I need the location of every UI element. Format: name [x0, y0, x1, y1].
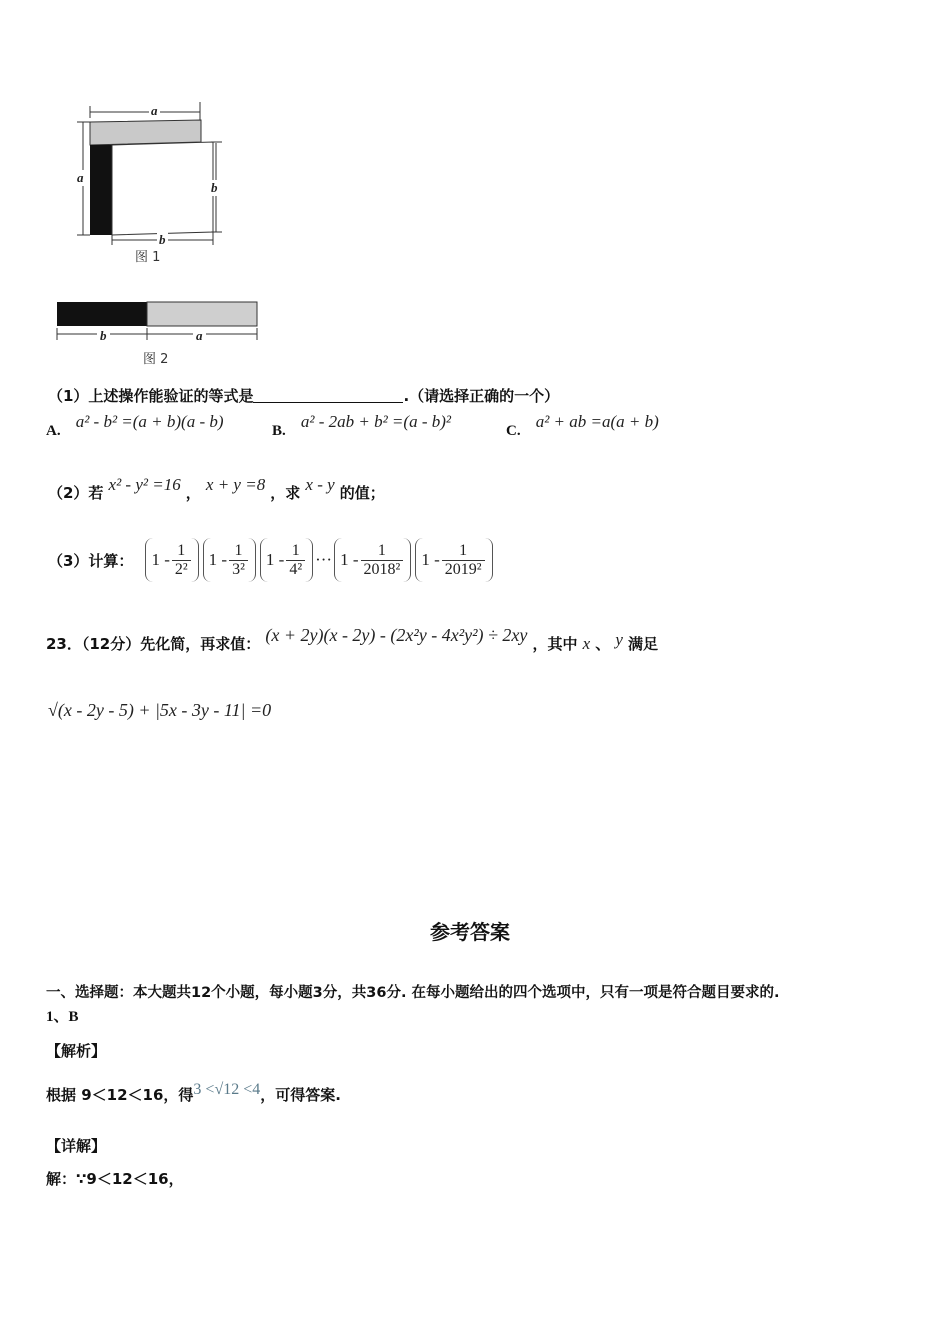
term-one: 1 - — [208, 550, 228, 569]
question-23-prefix: 23．（12分）先化简，再求值： — [46, 635, 261, 653]
fraction — [229, 542, 248, 579]
figure-1-label-bottom: b — [159, 232, 166, 247]
numerator: 1 — [234, 541, 243, 559]
question-2 — [48, 475, 385, 503]
option-c[interactable] — [506, 412, 659, 440]
numerator: 1 — [177, 541, 186, 559]
option-a-letter: A. — [46, 423, 61, 439]
figure-1-label-top: a — [151, 103, 158, 118]
denominator: 2² — [172, 560, 191, 579]
term-one: 1 - — [421, 550, 440, 569]
question-2-expr1: x² - y² =16 — [108, 475, 181, 494]
ellipsis: ··· — [315, 550, 333, 569]
numerator: 1 — [377, 541, 386, 559]
term-one: 1 - — [340, 550, 359, 569]
analysis-text — [46, 1081, 341, 1105]
term-one: 1 - — [151, 550, 170, 569]
figure-2-label-right: a — [193, 328, 206, 344]
figure-1-caption: 图 1 — [135, 250, 161, 265]
product-term — [260, 538, 313, 582]
analysis-math: 3 <√12 <4 — [193, 1081, 261, 1098]
question-3 — [48, 538, 495, 582]
question-2-suffix: 的值； — [339, 484, 385, 502]
figure-2-caption: 图 2 — [143, 352, 169, 367]
option-c-expr: a² + ab =a(a + b) — [535, 412, 659, 431]
denominator: 2019² — [442, 560, 485, 579]
question-23-expr: (x + 2y)(x - 2y) - (2x²y - 4x²y²) ÷ 2xy — [265, 625, 528, 645]
answer-item-1: 1、B — [46, 1009, 79, 1025]
figure-1 — [75, 100, 225, 265]
product-term — [415, 538, 492, 582]
figure-1-label-left: a — [77, 170, 84, 185]
analysis-text-pre: 根据 9＜12＜16，得 — [46, 1086, 194, 1104]
answers-section-header: 一、选择题：本大题共12个小题，每小题3分，共36分. 在每小题给出的四个选项中，只有一项是符合题目要求的. — [46, 985, 780, 1001]
question-1-suffix: .（请选择正确的一个） — [403, 387, 560, 405]
denominator: 2018² — [361, 560, 404, 579]
denominator: 3² — [229, 560, 248, 579]
product-term — [145, 538, 198, 582]
question-1-text: （1）上述操作能验证的等式是 — [48, 387, 254, 405]
figure-2 — [55, 298, 265, 373]
denominator: 4² — [286, 560, 305, 579]
option-b-letter: B. — [272, 423, 286, 439]
question-23-condition: √(x - 2y - 5) + |5x - 3y - 11| =0 — [48, 700, 272, 720]
answer-blank[interactable] — [253, 388, 403, 403]
numerator: 1 — [459, 541, 468, 559]
fraction — [172, 542, 191, 579]
option-c-letter: C. — [506, 423, 521, 439]
option-a[interactable] — [46, 412, 224, 440]
detail-heading: 【详解】 — [46, 1137, 107, 1155]
question-2-expr3: x - y — [305, 475, 335, 494]
figure-2-diagram — [55, 298, 265, 348]
question-1-prompt — [48, 385, 559, 406]
question-2-prefix: （2）若 — [48, 484, 104, 502]
question-3-prefix: （3）计算： — [48, 551, 134, 570]
option-a-expr: a² - b² =(a + b)(a - b) — [75, 412, 224, 431]
analysis-heading: 【解析】 — [46, 1042, 107, 1060]
fraction — [286, 542, 305, 579]
term-one: 1 - — [265, 550, 285, 569]
detail-text: 解：∵9＜12＜16， — [46, 1170, 184, 1188]
question-2-expr2: x + y =8 — [205, 475, 266, 494]
fraction — [361, 542, 404, 579]
figure-1-label-right: b — [211, 180, 218, 195]
answers-title: 参考答案 — [430, 920, 510, 944]
question-2-sep: ， — [185, 484, 201, 502]
question-23-var-y: y — [615, 630, 623, 649]
figure-1-diagram — [75, 100, 225, 245]
option-b[interactable] — [272, 412, 451, 440]
question-23-var-x: x — [582, 634, 591, 653]
fraction — [442, 542, 485, 579]
question-23-mid: ，其中 — [532, 635, 578, 653]
product-term — [334, 538, 411, 582]
numerator: 1 — [291, 541, 300, 559]
analysis-text-post: ，可得答案. — [260, 1086, 341, 1104]
figure-2-label-left: b — [97, 328, 110, 344]
product-term — [203, 538, 256, 582]
question-23 — [46, 625, 659, 654]
question-23-suffix: 满足 — [628, 635, 659, 653]
option-b-expr: a² - 2ab + b² =(a - b)² — [300, 412, 451, 431]
question-23-dun: 、 — [595, 635, 611, 653]
question-2-mid: ，求 — [270, 484, 301, 502]
